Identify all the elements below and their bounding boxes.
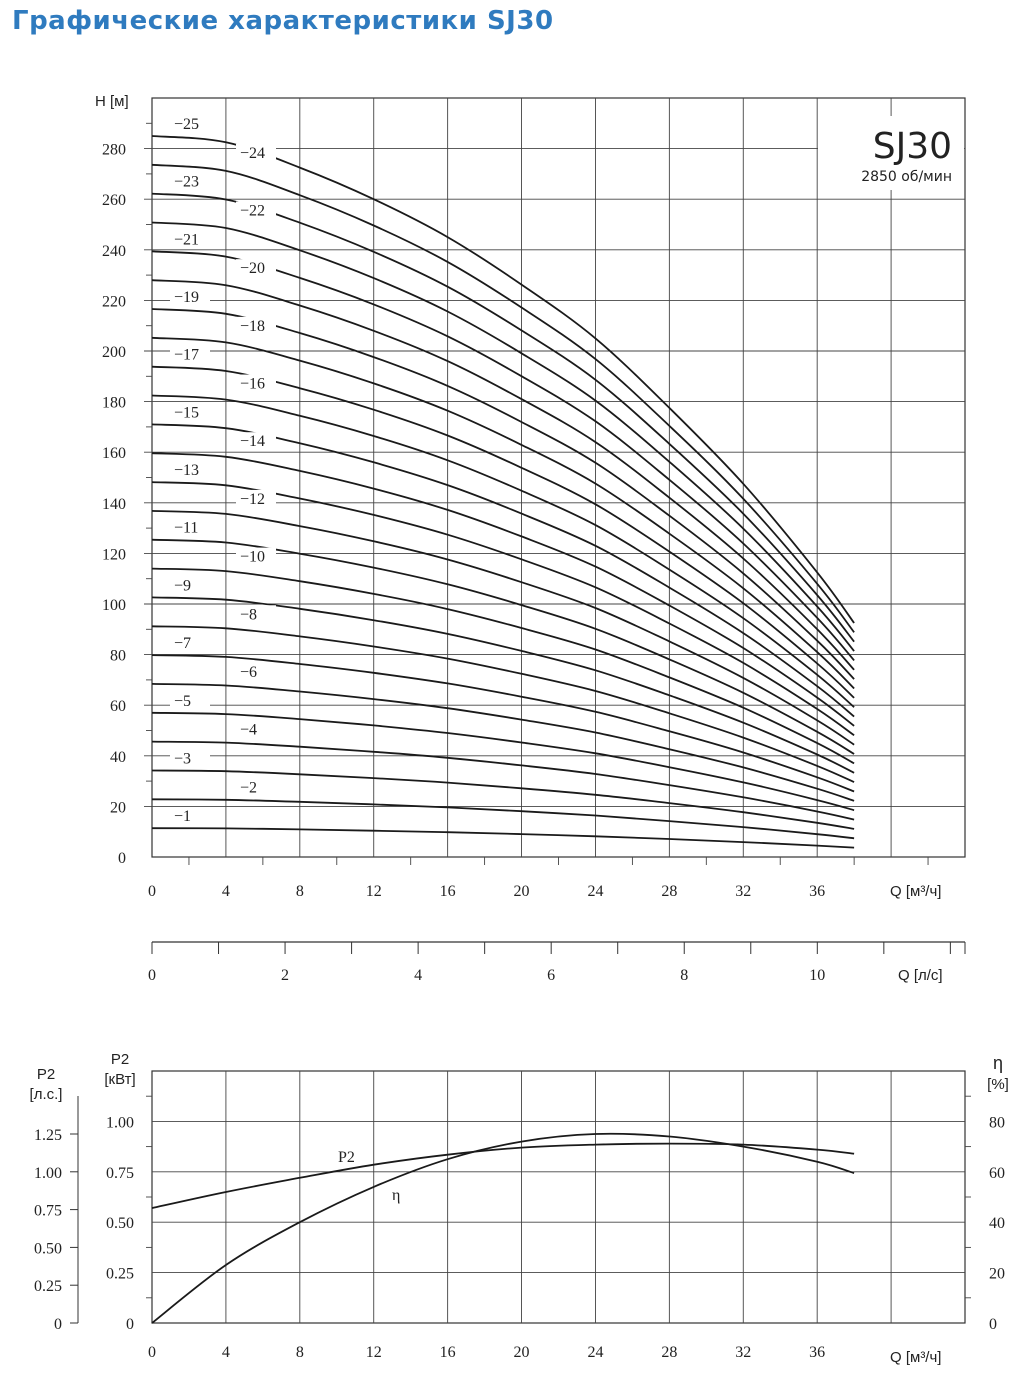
p2-kw-axis-label: P2 <box>110 1051 130 1068</box>
head-y-tick-label: 100 <box>102 597 126 614</box>
pe-x-tick-label: 0 <box>148 1344 156 1361</box>
pe-x-tick-label: 32 <box>735 1344 752 1361</box>
stage-label: −20 <box>240 260 266 278</box>
kw-tick-label: 1.00 <box>106 1114 134 1132</box>
pct-tick-label: 60 <box>989 1164 1005 1182</box>
head-curve <box>152 799 854 838</box>
head-axis-label: H [м] <box>95 93 129 110</box>
p2-hp-axis-label: P2 <box>36 1066 56 1083</box>
stage-label: −16 <box>240 375 266 393</box>
stage-label: −17 <box>174 346 200 364</box>
ls-tick-label: 8 <box>680 967 689 984</box>
head-curve <box>152 626 854 782</box>
head-x-tick-label: 20 <box>513 883 530 900</box>
head-curve-chart <box>95 93 965 900</box>
flow-axis-label-ls: Q [л/с] <box>898 967 943 984</box>
pe-x-tick-label: 12 <box>365 1344 382 1361</box>
head-y-tick-label: 0 <box>118 850 126 867</box>
power-efficiency-ticks <box>34 1114 1005 1361</box>
stage-label: −21 <box>174 231 200 249</box>
flow-axis-label-m3h-bottom: Q [м³/ч] <box>890 1349 942 1366</box>
stage-labels <box>170 115 276 825</box>
p2-kw-axis-unit: [кВт] <box>104 1071 136 1088</box>
head-x-tick-label: 32 <box>735 883 752 900</box>
head-y-tick-label: 20 <box>110 799 126 817</box>
stage-label: −15 <box>174 404 200 422</box>
ls-tick-label: 0 <box>148 967 156 984</box>
pe-x-tick-label: 8 <box>295 1344 304 1361</box>
head-x-tick-label: 36 <box>809 883 826 900</box>
efficiency-curve-label: η <box>392 1187 401 1204</box>
p2-curve <box>152 1144 854 1209</box>
flow-axis-ls-ticks <box>148 942 965 984</box>
page-title: Графические характеристики SJ30 <box>12 6 554 36</box>
stage-label: −10 <box>240 548 266 566</box>
power-efficiency-chart <box>30 1051 1009 1366</box>
head-y-tick-label: 200 <box>102 344 126 361</box>
p2-curve-label: P2 <box>338 1149 355 1166</box>
head-x-tick-label: 0 <box>148 883 156 900</box>
stage-label: −14 <box>240 433 266 451</box>
head-y-tick-label: 40 <box>110 748 126 766</box>
stage-label: −18 <box>240 317 266 335</box>
hp-tick-label: 0.50 <box>34 1240 62 1258</box>
stage-label: −24 <box>240 144 266 162</box>
stage-label: −11 <box>174 519 199 537</box>
stage-label: −22 <box>240 202 266 220</box>
head-y-tick-label: 140 <box>102 495 126 513</box>
efficiency-axis-unit: [%] <box>987 1076 1009 1093</box>
hp-tick-label: 0 <box>54 1316 62 1333</box>
pe-x-tick-label: 36 <box>809 1344 826 1361</box>
hp-tick-label: 1.25 <box>34 1127 62 1144</box>
head-y-tick-label: 160 <box>102 445 126 463</box>
kw-tick-label: 0.50 <box>106 1215 134 1233</box>
ls-tick-label: 2 <box>281 967 290 984</box>
hp-tick-label: 1.00 <box>34 1164 62 1182</box>
head-curve <box>152 828 854 847</box>
stage-label: −8 <box>240 606 258 624</box>
head-x-tick-label: 28 <box>661 883 678 900</box>
kw-tick-label: 0 <box>126 1316 134 1333</box>
head-y-tick-label: 120 <box>102 546 126 564</box>
pe-x-tick-label: 20 <box>513 1344 530 1361</box>
pct-tick-label: 40 <box>989 1215 1005 1233</box>
ls-tick-label: 10 <box>809 967 826 984</box>
model-name: SJ30 <box>872 126 952 167</box>
head-x-tick-label: 12 <box>365 883 382 900</box>
pe-x-tick-label: 4 <box>221 1344 230 1361</box>
power-efficiency-curves <box>152 1134 854 1323</box>
head-x-tick-label: 24 <box>587 883 604 900</box>
head-y-tick-label: 60 <box>110 698 126 716</box>
stage-label: −2 <box>240 779 258 797</box>
head-y-tick-label: 180 <box>102 394 126 412</box>
p2-hp-axis-unit: [л.с.] <box>29 1086 63 1103</box>
stage-label: −5 <box>174 692 192 710</box>
kw-tick-label: 0.75 <box>106 1164 134 1182</box>
head-y-tick-label: 80 <box>110 647 126 665</box>
stage-label: −1 <box>174 808 192 826</box>
flow-axis-ls <box>148 942 965 984</box>
stage-label: −19 <box>174 289 200 307</box>
head-y-tick-label: 280 <box>102 141 126 159</box>
head-x-tick-label: 8 <box>295 883 304 900</box>
pct-tick-label: 80 <box>989 1114 1005 1132</box>
speed-label: 2850 об/мин <box>861 169 952 185</box>
efficiency-curve <box>152 1134 854 1323</box>
hp-tick-label: 0.75 <box>34 1202 62 1220</box>
head-x-tick-label: 16 <box>439 883 456 900</box>
kw-tick-label: 0.25 <box>106 1265 134 1283</box>
stage-label: −6 <box>240 663 258 681</box>
pct-tick-label: 20 <box>989 1265 1005 1283</box>
stage-label: −4 <box>240 721 258 739</box>
head-y-tick-label: 240 <box>102 242 126 260</box>
head-y-tick-label: 220 <box>102 293 126 311</box>
stage-label: −25 <box>174 115 200 133</box>
pe-x-tick-label: 28 <box>661 1344 678 1361</box>
head-curve <box>152 367 854 698</box>
ls-tick-label: 6 <box>547 967 556 984</box>
head-x-tick-label: 4 <box>221 883 230 900</box>
pe-chart-frame <box>152 1071 965 1323</box>
pe-x-tick-label: 16 <box>439 1344 456 1361</box>
stage-label: −13 <box>174 462 200 480</box>
efficiency-axis-label: η <box>992 1053 1004 1073</box>
pct-tick-label: 0 <box>989 1316 997 1333</box>
stage-label: −9 <box>174 577 192 595</box>
stage-label: −23 <box>174 173 200 191</box>
pe-x-tick-label: 24 <box>587 1344 604 1361</box>
stage-label: −12 <box>240 490 266 508</box>
ls-tick-label: 4 <box>414 967 423 984</box>
head-y-tick-label: 260 <box>102 192 126 210</box>
stage-label: −7 <box>174 635 192 653</box>
flow-axis-label-m3h: Q [м³/ч] <box>890 883 942 900</box>
stage-label: −3 <box>174 750 192 768</box>
hp-tick-label: 0.25 <box>34 1278 62 1296</box>
